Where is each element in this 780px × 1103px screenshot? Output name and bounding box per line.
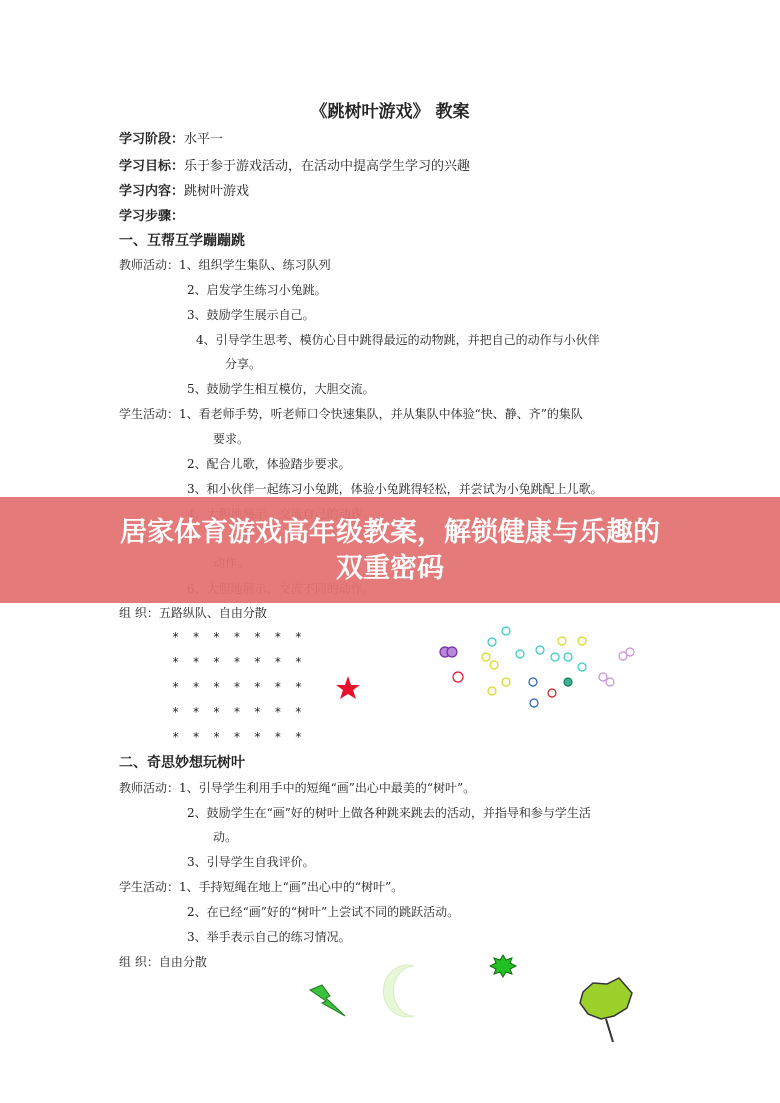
section-1-line: 学生活动：1、看老师手势，听老师口令快速集队，并从集队中体验“快、静、齐”的集队 [119, 407, 583, 421]
section-2-line: 学生活动：1、手持短绳在地上“画”出心中的“树叶”。 [119, 880, 404, 894]
smiley-face-icon [440, 627, 634, 707]
section-1-heading: 一、互帮互学蹦蹦跳 [119, 233, 245, 249]
section-1-line: 3、鼓励学生展示自己。 [187, 308, 315, 322]
section-2-line: 2、鼓励学生在“画”好的树叶上做各种跳来跳去的活动，并指导和参与学生活 [187, 806, 591, 820]
document-title: 《跳树叶游戏》 教案 [310, 102, 470, 122]
section-2-line: 动。 [213, 830, 238, 844]
formation-row: * * * * * * * [172, 730, 305, 744]
banner-line-2: 双重密码 [336, 553, 444, 584]
meta-goal: 学习目标：乐于参于游戏活动，在活动中提高学生学习的兴趣 [119, 159, 471, 174]
section-2-line: 2、在已经“画”好的“树叶”上尝试不同的跳跃活动。 [187, 905, 460, 919]
leaf-icon [580, 978, 632, 1042]
formation-row: * * * * * * * [172, 655, 305, 669]
section-1-line: 2、配合儿歌，体验踏步要求。 [187, 457, 351, 471]
section-1-line: 4、引导学生思考、模仿心目中跳得最远的动物跳，并把自己的动作与小伙伴 [196, 333, 600, 347]
section-2-heading: 二、奇思妙想玩树叶 [119, 755, 245, 771]
section-1-line: 分享。 [225, 357, 262, 371]
section-2-line: 教师活动：1、引导学生利用手中的短绳“画”出心中最美的“树叶”。 [119, 781, 476, 795]
banner-line-1: 居家体育游戏高年级教案，解锁健康与乐趣的 [120, 517, 660, 548]
overlay-banner-title [0, 515, 780, 587]
section-1-line: 要求。 [213, 432, 250, 446]
section-2-line: 3、举手表示自己的练习情况。 [187, 930, 351, 944]
red-star-icon [336, 676, 360, 699]
section-2-line: 3、引导学生自我评价。 [187, 855, 315, 869]
crescent-moon-icon [383, 965, 414, 1017]
formation-label: 组 织：五路纵队、自由分散 [119, 606, 267, 620]
section-1-line: 2、启发学生练习小兔跳。 [187, 283, 327, 297]
green-burst-icon [490, 955, 516, 977]
section-1-line: 5、鼓励学生相互模仿，大胆交流。 [187, 382, 375, 396]
formation-row: * * * * * * * [172, 630, 305, 644]
meta-content: 学习内容：跳树叶游戏 [119, 184, 250, 199]
section-1-line: 3、和小伙伴一起练习小兔跳，体验小兔跳得轻松，并尝试为小兔跳配上儿歌。 [187, 482, 603, 496]
meta-stage: 学习阶段：水平一 [119, 132, 224, 147]
meta-steps: 学习步骤： [119, 209, 185, 224]
lightning-icon [310, 985, 345, 1016]
section-1-line: 教师活动：1、组织学生集队、练习队列 [119, 258, 331, 272]
formation-label: 组 织：自由分散 [119, 955, 207, 969]
formation-row: * * * * * * * [172, 705, 305, 719]
formation-row: * * * * * * * [172, 680, 305, 694]
